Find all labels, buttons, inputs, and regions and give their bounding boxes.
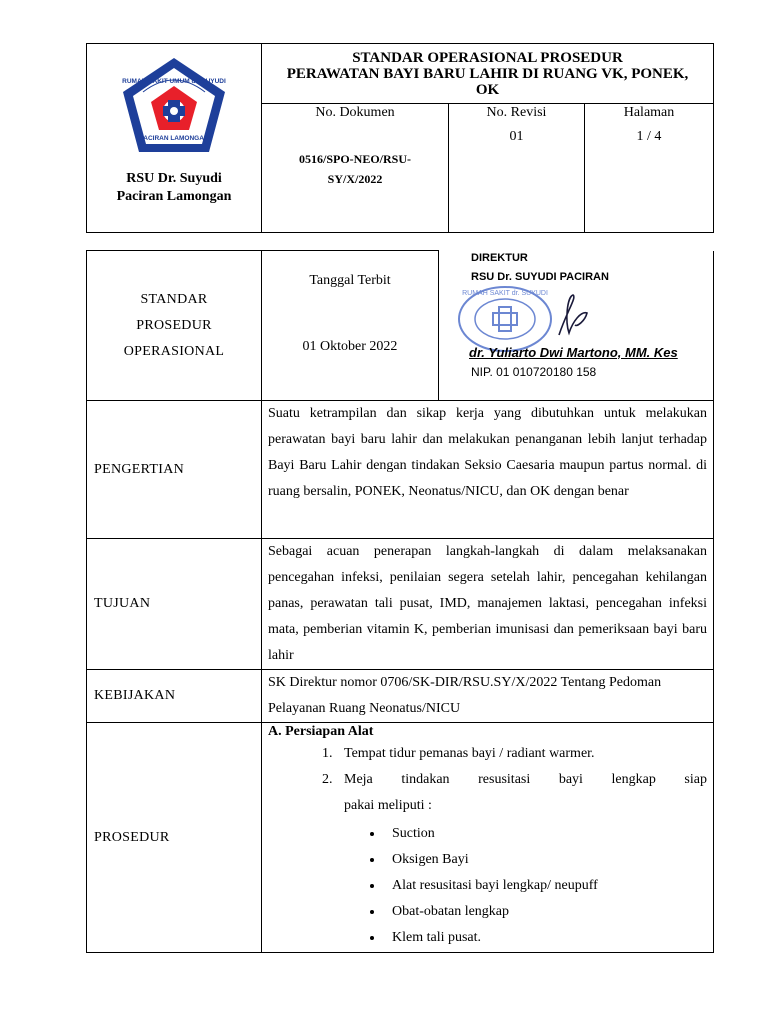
pengertian-text: Suatu ketrampilan dan sikap kerja yang dibutuhkan untuk melakukan perawatan bayi baru lahir dan melakukan penanganan lebih lanjut terhadap Bayi Baru Lahir dengan tindakan Seksio Caesaria maupun partus normal. di ruang bersalin, PONEK, Neonatus/NICU, dan OK dengan benar [262,401,714,539]
pengertian-label: PENGERTIAN [87,401,262,539]
list-item: • Alat resusitasi bayi lengkap/ neupuff [384,873,707,899]
document-number-value [262,149,448,189]
director-title: DIREKTUR [471,251,528,264]
director-signature-cell [439,251,714,401]
hospital-logo [117,56,231,156]
director-handwritten-signature [547,291,607,341]
spo-label-line2: PROSEDUR [136,317,212,333]
document-title [262,44,714,104]
page-label: Halaman [623,105,675,120]
title-line1: STANDAR OPERASIONAL PROSEDUR [352,50,623,66]
step2-word: lengkap [611,772,656,787]
prosedur-label: PROSEDUR [87,723,262,953]
prosedur-heading: A. Persiapan Alat [268,724,374,739]
revision-value: 01 [509,129,524,144]
stamp-text: RUMAH SAKIT dr. SUYUDI [462,289,548,297]
logo-text-bottom: PACIRAN LAMONGAN [139,135,209,142]
prosedur-steps [268,741,707,951]
step1-text: Tempat tidur pemanas bayi / radiant warmer. [344,746,595,761]
step2-line1 [344,767,707,793]
director-nip: NIP. 01 010720180 158 [471,364,597,379]
issue-date-label: Tanggal Terbit [309,273,391,288]
spo-label-line3: OPERASIONAL [123,343,225,359]
step2-word: bayi [558,772,583,787]
hospital-name [87,170,261,206]
page-value: 1 / 4 [636,129,662,144]
kebijakan-label: KEBIJAKAN [87,670,262,723]
logo-text-top: RUMAH SAKIT UMUM dr. SUYUDI [122,78,226,85]
page-cell [585,104,714,233]
list-item: • Oksigen Bayi [384,847,707,873]
document-header [86,43,714,233]
tujuan-text: Sebagai acuan penerapan langkah-langkah di dalam melaksanakan pencegahan infeksi, penilaian segera setelah lahir, pencegahan kehilangan panas, perawatan tali pusat, IMD, manajemen laktasi, pencegahan infeksi mata, pemberian vitamin K, pemberian imunisasi dan pemeriksaan bayi baru lahir [262,539,714,670]
sop-body-table [86,250,714,953]
spo-label [87,251,262,401]
issue-date-value: 01 Oktober 2022 [302,339,398,354]
step2-continuation: pakai meliputi : [344,798,432,813]
title-line2: PERAWATAN BAYI BARU LAHIR DI RUANG VK, PONEK, [286,66,689,82]
director-org: RSU Dr. SUYUDI PACIRAN [471,270,609,283]
prosedur-content [262,723,714,953]
hospital-logo-cell [87,44,262,233]
prosedur-step-2 [336,767,707,951]
step2-word: 2. Meja [344,772,373,787]
spo-label-line1: STANDAR [140,291,208,307]
director-signature-block [457,251,727,381]
revision-cell [449,104,585,233]
kebijakan-text: SK Direktur nomor 0706/SK-DIR/RSU.SY/X/2022 Tentang Pedoman Pelayanan Ruang Neonatus/NICU [262,670,714,723]
hospital-name-line2: Paciran Lamongan [116,189,232,204]
list-item: • Klem tali pusat. [384,925,707,951]
title-line3: OK [475,82,500,98]
issue-date-cell [262,251,439,401]
list-item: • Obat-obatan lengkap [384,899,707,925]
step2-word: resusitasi [478,772,531,787]
director-name: dr. Yuliarto Dwi Martono, MM. Kes [469,344,678,360]
doc-no-line2: SY/X/2022 [327,172,383,186]
equipment-list [344,821,707,951]
list-item: • Suction [384,821,707,847]
tujuan-label: TUJUAN [87,539,262,670]
step2-word: tindakan [401,772,450,787]
doc-no-line1: 0516/SPO-NEO/RSU- [298,152,411,166]
hospital-name-line1: RSU Dr. Suyudi [126,171,222,186]
step2-word: siap [684,772,707,787]
document-number-cell [262,104,449,233]
prosedur-step-1 [336,741,707,767]
document-number-label: No. Dokumen [315,105,395,120]
revision-label: No. Revisi [486,105,547,120]
